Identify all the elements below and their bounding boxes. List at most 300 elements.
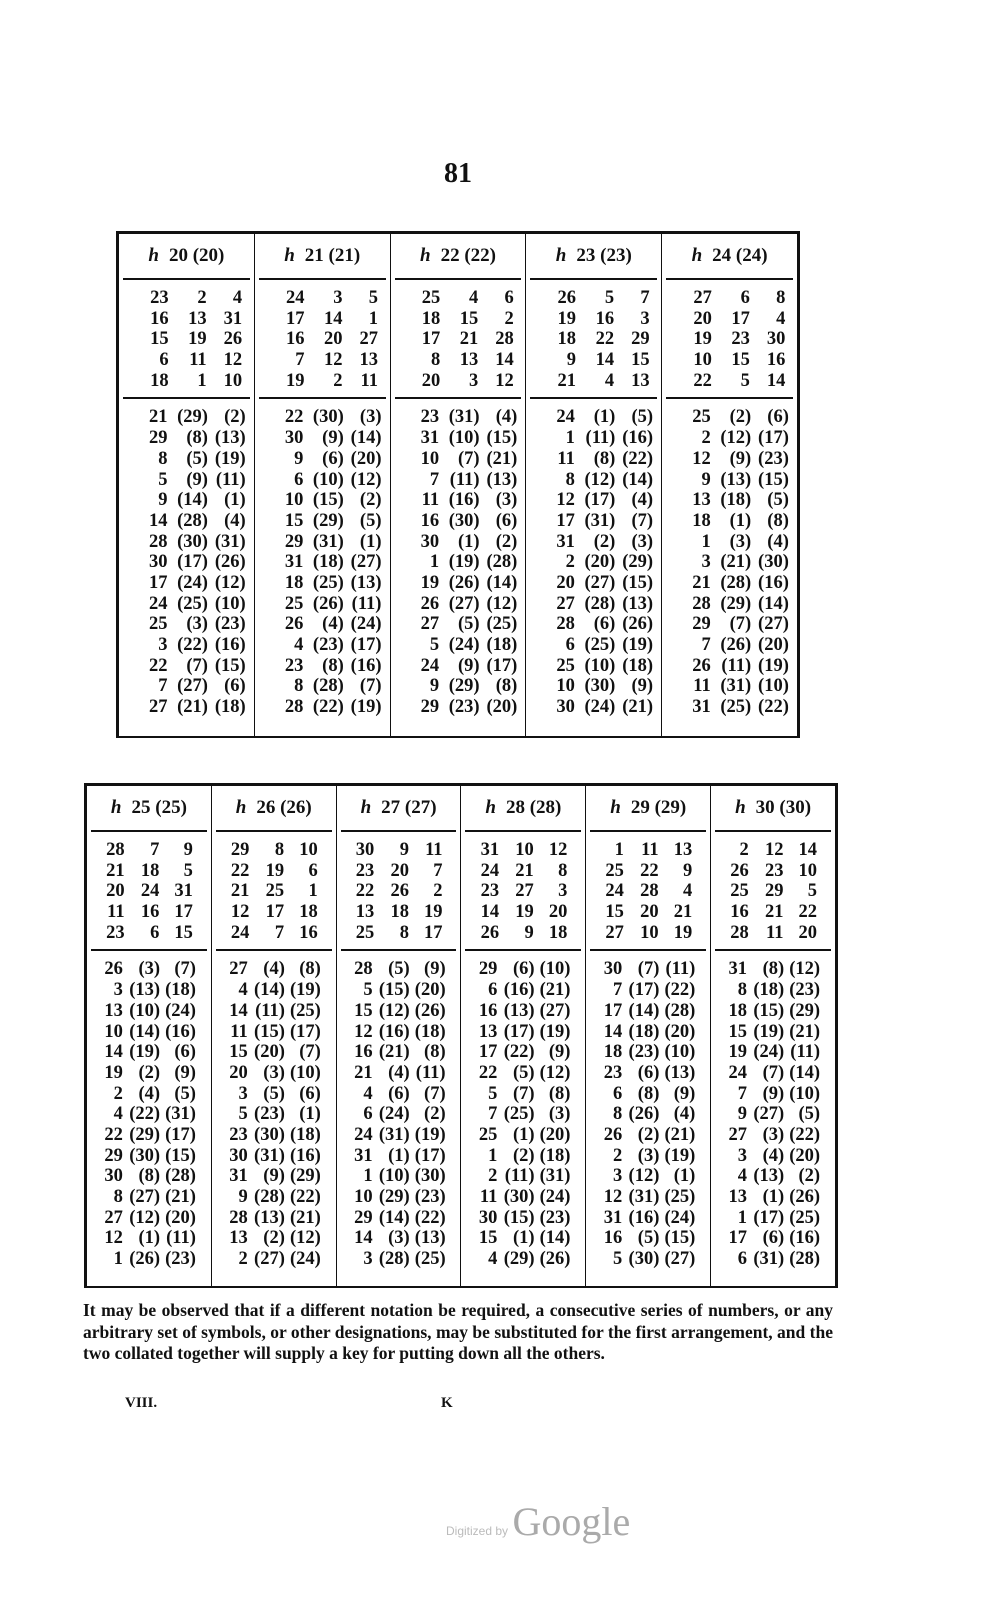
table-row [586,959,710,980]
table-row [461,1022,585,1043]
bracketed-number-cell: (16) [789,1228,821,1249]
table-row [715,840,831,861]
number-cell: 13 [728,1187,748,1207]
bracketed-number-cell: 5 [368,288,378,308]
bracketed-number-cell: 19 [673,922,693,943]
bracketed-number-cell: 12 [323,350,343,371]
table-row [662,635,797,656]
table-row [212,959,336,980]
table-row [461,1249,585,1270]
bracketed-number-cell: (7) [631,510,654,531]
bracketed-number-cell: (31) [378,1124,410,1145]
number-cell: 1 [565,428,575,449]
table-row [461,1187,585,1208]
table-row [395,329,522,350]
number-cell: 24 [230,922,250,943]
table-row [586,1084,710,1105]
number-cell: 15 [150,329,169,350]
table-row [123,309,250,330]
number-cell: 15 [478,1228,498,1249]
table-row [87,1146,211,1167]
bracketed-number-cell: (24) [350,614,382,635]
table-row [119,428,254,449]
bracketed-number-cell: (9) [762,1083,785,1104]
table-row [526,532,661,553]
bracketed-number-cell: (11) [665,959,696,980]
bracketed-number-cell: (5) [512,1062,535,1083]
column-label: 28 (28) [505,797,562,818]
bracketed-number-cell: (29) [503,1249,535,1270]
bracketed-number-cell: 10 [640,922,659,943]
number-cell: 20 [693,308,712,329]
table-row [212,1146,336,1167]
bracketed-number-cell: (28) [177,510,208,531]
table-row [666,288,793,309]
bracketed-number-cell: (1) [138,1228,161,1249]
bracketed-number-cell: (16) [165,1021,196,1042]
number-cell: 2 [113,1083,123,1104]
number-cell: 18 [557,329,577,350]
number-cell: 6 [612,1083,623,1104]
bracketed-number-cell: (18) [214,697,246,718]
bracketed-number-cell: (18) [414,1021,446,1042]
bracketed-number-cell: (15) [503,1207,535,1228]
bracketed-number-cell: (15) [378,980,410,1001]
bracketed-number-cell: (10) [378,1166,410,1187]
number-cell: 27 [104,1207,123,1228]
bracketed-number-cell: 25 [265,881,285,902]
bracketed-number-cell: (21) [622,697,654,718]
bracketed-number-cell: (3) [186,614,208,635]
h-symbol: h [360,797,372,818]
table-column [461,786,586,1286]
bracketed-number-cell: 11 [765,922,784,943]
bracketed-number-cell: (23) [539,1207,571,1228]
bracketed-number-cell: (14) [758,593,789,614]
table-row [711,959,835,980]
number-cell: 14 [149,510,168,531]
column-label: 22 (22) [440,245,496,266]
bracketed-number-cell: (8) [322,655,344,676]
number-cell: 11 [693,676,711,697]
number-cell: 9 [566,350,577,371]
bracketed-number-cell: 16 [595,308,615,329]
number-cell: 25 [355,922,375,943]
bracketed-number-cell: (10) [539,959,571,980]
number-cell: 22 [230,860,250,881]
bracketed-number-cell: (3) [548,1104,571,1125]
bracketed-number-cell: (21) [378,1042,410,1063]
number-cell: 4 [737,1166,748,1187]
bracketed-number-cell: (6) [512,959,535,980]
bracketed-number-cell: (20) [350,448,382,469]
table-row [526,614,661,635]
table-row [216,902,332,923]
bracketed-number-cell: (29) [448,676,480,697]
bracketed-number-cell: (1) [359,531,382,552]
table-column [337,786,462,1286]
column-header [590,786,706,832]
number-cell: 15 [354,1000,373,1021]
number-cell: 12 [230,902,250,923]
bracketed-number-cell: (5) [457,614,480,635]
first-arrangement [341,832,457,951]
table-row [391,573,526,594]
table-row [87,959,211,980]
bracketed-number-cell: 4 [604,370,615,391]
number-cell: 25 [556,655,575,676]
number-cell: 27 [728,1124,748,1145]
bracketed-number-cell: (7) [512,1083,535,1104]
bracketed-number-cell: (19) [448,552,480,573]
bracketed-number-cell: (15) [753,1000,785,1021]
bracketed-number-cell: (23) [254,1104,285,1125]
bracketed-number-cell: 11 [641,840,659,860]
bracketed-number-cell: 18 [140,860,160,881]
table-row [341,861,457,882]
table-row [87,1228,211,1249]
number-cell: 7 [429,469,440,490]
table-row [662,676,797,697]
bracketed-number-cell: (14) [378,1207,410,1228]
bracketed-number-cell: 2 [333,370,343,391]
bracketed-number-cell: 8 [558,860,568,881]
number-cell: 2 [238,1249,248,1270]
bracketed-number-cell: 12 [764,840,784,860]
bracketed-number-cell: (4) [224,510,246,531]
bracketed-number-cell: 18 [548,922,568,943]
table-row [530,309,657,330]
table-row [530,371,657,392]
table-row [711,1022,835,1043]
number-cell: 31 [556,531,575,552]
table-row [395,288,522,309]
bracketed-number-cell: (14) [177,490,208,511]
bracketed-number-cell: (7) [174,959,196,980]
bracketed-number-cell: (29) [177,407,208,428]
table-row [255,635,390,656]
number-cell: 16 [478,1000,498,1021]
table-row [216,861,332,882]
bracketed-number-cell: (20) [584,552,616,573]
bracketed-number-cell: (18) [622,655,654,676]
number-cell: 31 [354,1145,373,1166]
h-symbol: h [284,245,295,266]
bracketed-number-cell: 21 [515,860,534,881]
bracketed-number-cell: (14) [254,980,285,1001]
number-cell: 13 [692,490,711,511]
bracketed-number-cell: (19) [664,1145,696,1166]
table-row [530,329,657,350]
bracketed-number-cell: (13) [753,1166,785,1187]
first-arrangement [666,280,793,399]
table-row [395,371,522,392]
bracketed-number-cell: (13) [486,469,518,490]
first-arrangement [590,832,706,951]
number-cell: 22 [149,655,168,676]
bracketed-number-cell: (25) [503,1104,535,1125]
bracketed-number-cell: (16) [622,428,654,449]
number-cell: 30 [284,428,304,449]
bracketed-number-cell: (9) [322,428,344,449]
table-row [91,840,207,861]
bracketed-number-cell: (19) [539,1021,571,1042]
table-row [666,329,793,350]
bracketed-number-cell: (17) [584,490,616,511]
table-row [337,1125,461,1146]
bracketed-number-cell: (5) [767,490,789,511]
number-cell: 18 [150,370,169,391]
bracketed-number-cell: (2) [798,1166,821,1187]
table-row [711,1001,835,1022]
bracketed-number-cell: (2) [424,1104,446,1125]
table-row [586,1146,710,1167]
table-row [666,371,793,392]
bracketed-number-cell: (17) [414,1145,446,1166]
bracketed-number-cell: (12) [628,1166,660,1187]
column-header [216,786,332,832]
number-cell: 24 [354,1124,373,1145]
bracketed-number-cell: (27) [254,1249,285,1270]
number-cell: 1 [363,1166,373,1187]
table-row [259,309,386,330]
number-cell: 12 [603,1187,623,1207]
table-row [465,840,581,861]
bracketed-number-cell: (22) [503,1042,535,1063]
column-label: 24 (24) [712,245,768,266]
table-row [87,1063,211,1084]
bracketed-number-cell: (16) [758,572,789,593]
table-row [87,1084,211,1105]
bracketed-number-cell: (2) [729,407,752,428]
bracketed-number-cell: (19) [350,697,382,718]
bracketed-number-cell: (24) [165,1000,196,1021]
table-row [119,407,254,428]
number-cell: 12 [104,1228,123,1249]
second-arrangement [119,399,254,723]
bracketed-number-cell: (24) [448,635,480,655]
bracketed-number-cell: (26) [448,572,480,593]
column-label: 23 (23) [576,245,632,266]
table-row [465,902,581,923]
table-row [461,1146,585,1167]
table-row [711,980,835,1001]
bracketed-number-cell: (27) [753,1104,785,1125]
number-cell: 22 [355,881,375,902]
bracketed-number-cell: (7) [457,448,480,469]
second-arrangement [461,951,585,1275]
number-cell: 1 [113,1249,123,1270]
bracketed-number-cell: (4) [767,531,789,552]
bracketed-number-cell: (22) [414,1207,446,1228]
bracketed-number-cell: (16) [378,1021,410,1042]
table-row [711,1042,835,1063]
bracketed-number-cell: 5 [183,860,193,881]
table-row [590,881,706,902]
bracketed-number-cell: (24) [289,1249,321,1270]
bracketed-number-cell: (1) [593,407,616,428]
table-row [461,1166,585,1187]
number-cell: 23 [150,288,169,308]
second-arrangement [711,951,835,1275]
table-row [711,1125,835,1146]
table-row [586,1208,710,1229]
bracketed-number-cell: (10) [129,1000,161,1021]
bracketed-number-cell: (20) [254,1042,285,1063]
table-row [337,980,461,1001]
bracketed-number-cell: 6 [504,288,514,308]
bracketed-number-cell: (11) [449,469,480,490]
column-header [465,786,581,832]
table-row [715,923,831,944]
column-label: 27 (27) [381,797,437,818]
table-row [711,1104,835,1125]
number-cell: 15 [284,510,304,531]
bracketed-number-cell: 4 [682,881,693,902]
bracketed-number-cell: (25) [720,697,752,718]
number-cell: 8 [113,1187,123,1207]
number-cell: 8 [294,676,304,697]
number-cell: 19 [728,1042,748,1063]
number-cell: 8 [737,980,748,1001]
bracketed-number-cell: (2) [359,490,382,511]
bracketed-number-cell: (17) [753,1207,785,1228]
table-row [391,511,526,532]
number-cell: 23 [480,881,500,902]
first-arrangement [259,280,386,399]
bracketed-number-cell: (28) [254,1187,285,1207]
number-cell: 18 [692,510,711,531]
number-cell: 23 [420,407,440,428]
bracketed-number-cell: (12) [289,1228,321,1249]
bracketed-number-cell: (17) [503,1021,535,1042]
table-row [461,1084,585,1105]
number-cell: 18 [421,308,441,329]
table-row [87,1001,211,1022]
bracketed-number-cell: (31) [254,1145,285,1166]
number-cell: 28 [149,531,168,552]
number-cell: 14 [229,1000,248,1021]
bracketed-number-cell: (25) [312,572,344,593]
number-cell: 29 [692,614,711,635]
bracketed-number-cell: (2) [512,1145,535,1166]
bracketed-number-cell: (22) [664,980,696,1001]
number-cell: 1 [737,1207,748,1228]
table-row [87,1166,211,1187]
number-cell: 20 [556,572,575,593]
second-arrangement [255,399,390,723]
bracketed-number-cell: (19) [414,1124,446,1145]
bracketed-number-cell: (3) [637,1145,660,1166]
table-row [123,350,250,371]
bracketed-number-cell: 14 [766,370,786,391]
table-row [212,1063,336,1084]
table-row [216,923,332,944]
table-row [259,329,386,350]
bracketed-number-cell: (28) [378,1249,410,1270]
bracketed-number-cell: (5) [798,1104,821,1125]
bracketed-number-cell: (18) [753,980,785,1001]
bracketed-number-cell: (21) [177,697,208,718]
bracketed-number-cell: 21 [459,329,479,350]
number-cell: 5 [612,1249,623,1270]
bracketed-number-cell: (2) [495,531,518,552]
number-cell: 4 [113,1104,123,1125]
second-arrangement [87,951,211,1275]
number-cell: 25 [692,407,711,428]
bracketed-number-cell: 13 [359,350,378,371]
number-cell: 4 [363,1083,373,1104]
bracketed-number-cell: (4) [762,1145,785,1166]
bracketed-number-cell: (27) [664,1249,696,1270]
number-cell: 24 [605,881,624,902]
bracketed-number-cell: (13) [720,469,752,490]
table-row [341,840,457,861]
number-cell: 26 [420,593,440,614]
bracketed-number-cell: (23) [312,635,344,655]
bracketed-number-cell: (22) [758,697,789,718]
number-cell: 5 [158,469,168,490]
number-cell: 17 [478,1042,498,1063]
table-row [212,1022,336,1043]
h-symbol: h [420,245,431,266]
table-row [662,656,797,677]
table-row [461,959,585,980]
number-cell: 28 [354,959,373,980]
column-header [91,786,207,832]
bracketed-number-cell: (28) [312,676,344,697]
bracketed-number-cell: (6) [174,1042,196,1063]
number-cell: 14 [480,902,500,923]
table-row [337,1022,461,1043]
bracketed-number-cell: (1) [512,1228,535,1249]
number-cell: 5 [488,1083,498,1104]
number-cell: 24 [480,860,500,881]
number-cell: 21 [354,1062,373,1083]
bracketed-number-cell: (8) [138,1166,161,1187]
table-row [341,923,457,944]
bracketed-number-cell: (31) [584,510,616,531]
number-cell: 25 [478,1124,498,1145]
table-row [212,1084,336,1105]
bracketed-number-cell: (8) [762,959,785,980]
bracketed-number-cell: (31) [448,407,480,428]
bracketed-number-cell: (31) [720,676,752,697]
table-row [119,470,254,491]
bracketed-number-cell: 10 [299,840,318,860]
bracketed-number-cell: (4) [322,614,344,635]
bracketed-number-cell: (10) [758,676,789,697]
bracketed-number-cell: (30) [628,1249,660,1270]
bracketed-number-cell: (13) [214,428,246,449]
table-row [461,980,585,1001]
number-cell: 30 [355,840,375,860]
number-cell: 20 [106,881,125,902]
bracketed-number-cell: (9) [174,1062,196,1083]
number-cell: 22 [693,370,712,391]
bracketed-number-cell: (21) [720,552,752,573]
bracketed-number-cell: 13 [631,370,650,391]
number-cell: 11 [230,1021,248,1042]
table-row [662,428,797,449]
number-cell: 2 [612,1145,623,1166]
table-row [123,329,250,350]
bracketed-number-cell: (26) [539,1249,571,1270]
bracketed-number-cell: (24) [664,1207,696,1228]
table-row [391,697,526,718]
number-cell: 29 [230,840,250,860]
column-label: 25 (25) [131,797,187,818]
